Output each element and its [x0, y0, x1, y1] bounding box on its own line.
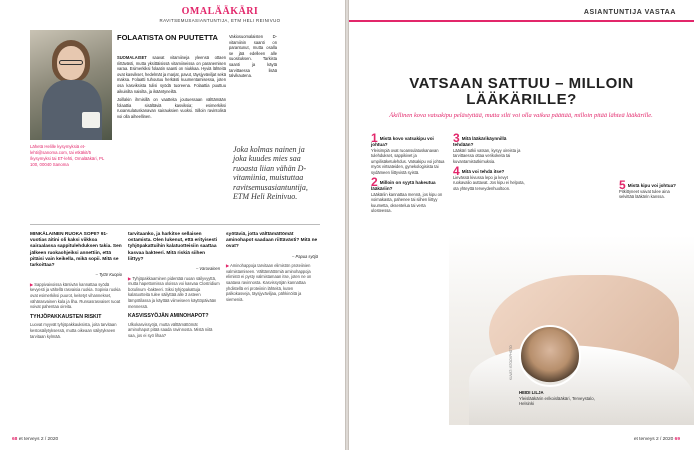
answer-column-2 [453, 131, 527, 196]
right-page [349, 0, 694, 450]
author-bio: Lähetä Helille kysymyksiä et-lehti@sanoma.com, tai etkäkit/5 /kysymyksi tai ET-lehti, Omalääkäri, PL 100, 00040 Sanoma [30, 144, 105, 167]
page-number: 68 [12, 437, 18, 442]
qa-subanswer: Luovat myyvät tyhjöpakkauksista, joita tarvitaan kestosäilytyksessä, mutta oikeaan säilytykseen tarvitaan kylmää. [30, 322, 117, 339]
page-folio-right [634, 437, 680, 442]
qa-subheading: KASVISSYÖJÄN AMINOHAPOT? [128, 313, 209, 320]
item-answer: Lääkäri tutkii vatsan, kysyy oireista ja tarvittaessa ottaa verikokeita tai kuvantamistutkimuksia. [453, 147, 521, 164]
item-number: 2 [371, 175, 378, 190]
doctor-caption [519, 390, 599, 407]
item-question: Milloin on syytä hakeutua lääkäriin? [371, 180, 436, 191]
qa-column-3 [226, 232, 318, 302]
article-headline: VATSAAN SATTUU – MILLOIN LÄÄKÄRILLE? [409, 75, 634, 108]
item-number: 4 [453, 164, 460, 179]
numbered-item [453, 131, 527, 164]
arrow-icon: ▶ [226, 263, 230, 269]
qa-answer: ▶ Aminohappoja tarvitaan elimistön proteiinien valmistamiseen. Välttämättömiä aminohappoja elimistö ei pysty valmistamaan itse, joten ne on saatava ravinnosta. Kasvissyöjän kannattaa yhdistellä eri proteiinin lähteitä, kuten palkokasveja, täysjyväviljaa, pähkinöitä ja siemeniä. [226, 263, 312, 302]
arrow-icon: ▶ [128, 275, 132, 281]
item-answer: Pitkittyneet vaivat tulee aina selvittää lääkärin kanssa. [619, 188, 670, 200]
issue-number: 2 / 2020 [40, 437, 59, 442]
arrow-icon: ▶ [30, 281, 34, 287]
doctor-photo [519, 325, 581, 387]
qa-question: tarvitaanko, ja harkitse sellaisen ostamista. Olen lukenut, että erityisesti tyhjöpakattuihin kalatuotteisiin saattaa kasvaa bakteeri. Mitä riskiä siihen liittyy? [128, 232, 218, 262]
numbered-item [619, 178, 685, 200]
item-number: 3 [453, 131, 460, 145]
page-folio-left [12, 437, 58, 442]
numbered-item [453, 164, 527, 191]
column-sub: RAVITSEMUSASIANTUNTIJA, ETM HELI REINIVUO [159, 18, 281, 23]
article-deck: Äkillinen kova vatsakipu pelästyttää, mutta silti voi olla vaikea päättää, milloin pitää lähteä lääkärille. [389, 112, 653, 119]
left-page [0, 0, 345, 450]
magazine-name: et terveys [633, 437, 655, 442]
column-name: OMALÄÄKÄRI [181, 6, 259, 17]
item-question: Mistä kipu voi johtua? [627, 183, 676, 188]
qa-question: syötäviä, jotta välttämättömät aminohapot saadaan riittävästi? Mitä ne ovat? [226, 232, 318, 250]
qa-question: MINKÄLAINEN RUOKA SOPII? 91-vuotias äitini oli kaksi viikkoa sairaalassa sappitulehduksen takia. Sen jälkeen ruokaohjeiksi annettiin, että pitäisi vain keikella, mikä sopii. Mitä se tarkoittaa? [30, 232, 122, 269]
numbered-item [371, 131, 445, 175]
item-answer: Yleisimpiä ovat ruoansulatuskanavan tulehdukset, sappikivet ja umpilisäketulehdus. Vatsakipu voi johtua myös virtsateiden, gynekologisista tai sydämeen liittyvistä syistä. [371, 147, 445, 175]
qa-signature: – Varovainen [196, 266, 220, 272]
header-rule [349, 20, 694, 22]
feature-body-col2: Vakiosuomalaisten D-vitamiinin saanti on parantunut, mutta osalla se jää edelleen alle suosituksen. Tarkista saanti ja käytä tarvittaessa lisää talvikautena. [229, 34, 277, 79]
photo-credit: KUVAT: ISTOCKPHOTO [509, 345, 513, 380]
pull-quote: Joka kolmas nainen ja joka kuudes mies saa ruoasta liian vähän D-vitamiinia, muistuttaa ravitsemusasiantuntija, ETM Heli Reinivuo. [233, 145, 308, 202]
answer-column-3 [619, 178, 685, 205]
item-question: Mistä kovo vatsakipu voi johtua? [371, 136, 434, 147]
doctor-title: Yleislääkärin erikoislääkäri, Terveystalo, Helsinki [519, 395, 595, 407]
answer-column-1 [371, 131, 445, 219]
qa-answer: ▶ Sappivaivoissa kärsivän kannattaa syödä kevyesti ja vältellä rasvaisia ruokia. Sopivia ruokia ovat esimerkiksi puurot, keitetyt vihannekset, vähärasvainen kala ja liha. Runsasrasvaiset ruoat voivat pahentaa oireita. [30, 281, 121, 310]
issue-number: 2 / 2020 [655, 437, 674, 442]
divider [30, 224, 320, 225]
numbered-item [371, 175, 445, 214]
feature-body-text: saavat vitamiineja yleensä ottaen riittävästi, mutta yksittäisissä vitamiineissa on paranemisen varaa. Esimerkiksi folaatin saanti on niukkaa. Hyviä lähteitä ovat kasvikset, hedelmät ja marjat, pavut, täysjyväviljat sekä maksa. Folaatti tuhoutuu herkästi kuumentamisessa, joten osa kasviksista tulisi syödä tuoreena. Folaattia puuttuu aikuisilta naisilta, ja ikääntyneiltä. [117, 55, 226, 94]
page-number: 69 [674, 437, 680, 442]
item-question: Mitä lääkärikäynnillä tehdään? [453, 136, 507, 147]
item-number: 5 [619, 178, 626, 192]
item-answer: Lievässä kivussa lepo ja kevyt ruokavalio auttavat. Jos kipu ei helpota, ota yhteyttä terveydenhuoltoon. [453, 174, 525, 191]
qa-column-1 [30, 232, 122, 339]
feature-body [117, 55, 226, 120]
item-answer: Lääkäriin kannattaa mennä, jos kipu on voimakasta, pahenee tai siihen liittyy kuumetta, oksentelua tai verta ulosteessa. [371, 191, 443, 214]
feature-body-text-2: Joillakin ihmisillä on vaatteita joutuessaan välttämään folaattia sisältäviä kasviksia; esimerkiksi ruoansulatuskanavan sairauksien vuoksi. Silloin ravintolisä voi olla aiheellinen. [117, 97, 226, 119]
qa-signature: – Papua syöjä [292, 253, 318, 259]
feature-lead: SUOMALAISET [117, 55, 147, 60]
qa-signature: – Tytär Kuopio [95, 272, 122, 278]
qa-subheading: TYHJÖPAKKAUSTEN RISKIT [30, 313, 102, 320]
feature-title: FOLAATISTA ON PUUTETTA [117, 33, 218, 42]
item-question: Mitä voi tehdä itse? [461, 169, 505, 175]
qa-subanswer: Ulkokasvissyöjä, mutta välttämättömät aminohapot pitää saada ravinnosta. Mistä niitä saa, jos ei syö lihaa? [128, 321, 213, 338]
section-label: ASIANTUNTIJA VASTAA [583, 9, 676, 16]
doctor-name: HEIDI LILJA [519, 390, 544, 395]
qa-column-2 [128, 232, 220, 339]
author-photo [30, 30, 112, 140]
magazine-name: et terveys [18, 437, 40, 442]
item-number: 1 [371, 131, 378, 145]
column-title [120, 6, 320, 23]
qa-answer: ▶ Tyhjöpakkaaminen pidentää ruoan säilyvyyttä, mutta hapettomissa oloissa voi kasvaa Clostridium botulinum -bakteeri. Siksi tyhjöpakattuja kalatuotteita tulee säilyttää alle 3 asteen lämpötilassa ja käyttää viimeiseen käyttöpäivään mennessä. [128, 275, 220, 309]
